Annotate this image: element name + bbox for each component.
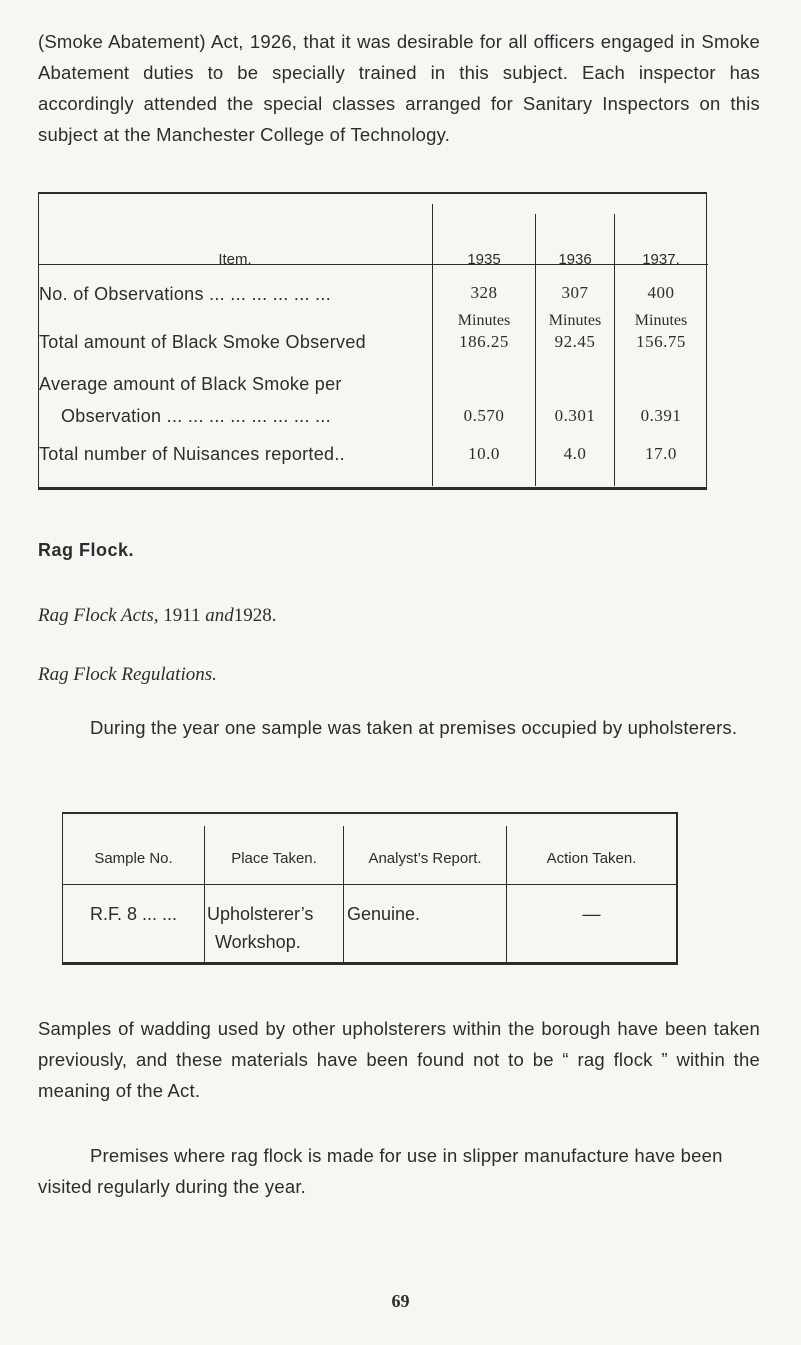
sample-table <box>62 812 678 965</box>
row-black-smoke-1937: 156.75 <box>636 332 686 351</box>
row-average-label-line1: Average amount of Black Smoke per <box>39 374 342 394</box>
row-nuisances-1937: 17.0 <box>645 444 677 463</box>
cell-place-line2: Workshop. <box>215 932 301 952</box>
header-item: Item. <box>218 251 252 268</box>
unit-minutes-1937: Minutes <box>634 312 688 329</box>
acts-and: and <box>205 605 234 626</box>
rag-flock-acts <box>38 605 277 627</box>
header-analyst-report: Analyst’s Report. <box>368 850 482 867</box>
sample-table-col-divider <box>343 826 344 962</box>
unit-minutes-1936: Minutes <box>548 312 602 329</box>
row-black-smoke-1935: 186.25 <box>459 332 509 351</box>
row-nuisances-1936: 4.0 <box>563 444 587 463</box>
smoke-table <box>38 192 707 490</box>
row-average-1936: 0.301 <box>554 406 596 425</box>
row-observations-label: No. of Observations ... ... ... ... ... ... <box>39 284 331 304</box>
row-black-smoke-1936: 92.45 <box>554 332 596 351</box>
row-nuisances-1935: 10.0 <box>468 444 500 463</box>
sample-table-header-rule <box>63 884 676 885</box>
sample-table-col-divider <box>506 826 507 962</box>
header-action-taken: Action Taken. <box>546 850 637 867</box>
cell-analyst-report: Genuine. <box>347 904 421 924</box>
rag-flock-paragraph: During the year one sample was taken at premises occupied by upholsterers. <box>90 717 738 738</box>
closing-paragraph-1: Samples of wadding used by other upholsterers within the borough have been taken previously, and these materials have been found not to be “ rag flock ” within the meaning of the Act. <box>38 1018 760 1101</box>
acts-title: Rag Flock Acts, <box>38 605 159 626</box>
acts-year-1911: 1911 <box>163 605 201 626</box>
acts-year-1928: 1928. <box>233 605 277 626</box>
cell-place-line1: Upholsterer’s <box>207 904 314 924</box>
row-nuisances-label: Total number of Nuisances reported.. <box>39 444 345 464</box>
cell-action-taken: — <box>582 904 601 924</box>
cell-place-taken <box>207 900 313 956</box>
row-average-1935: 0.570 <box>463 406 505 425</box>
row-observations-1937: 400 <box>647 283 675 302</box>
header-place-taken: Place Taken. <box>231 850 317 867</box>
cell-sample-no: R.F. 8 ... ... <box>89 904 178 924</box>
rag-flock-regulations: Rag Flock Regulations. <box>38 664 217 685</box>
row-average-1937: 0.391 <box>640 406 682 425</box>
row-average-label-line2: Observation ... ... ... ... ... ... ... ... <box>61 406 331 426</box>
page-number: 69 <box>391 1291 410 1311</box>
header-1937: 1937. <box>642 251 680 268</box>
unit-minutes-1935: Minutes <box>457 312 511 329</box>
row-observations-1936: 307 <box>561 283 589 302</box>
sample-table-col-divider <box>204 826 205 962</box>
header-1935: 1935 <box>467 251 501 268</box>
header-sample-no: Sample No. <box>94 850 173 867</box>
header-1936: 1936 <box>558 251 592 268</box>
closing-paragraph-2: Premises where rag flock is made for use in slipper manufacture have been visited regularly during the year. <box>38 1145 723 1197</box>
section-heading-rag-flock: Rag Flock. <box>38 540 135 560</box>
row-black-smoke-label: Total amount of Black Smoke Observed <box>39 332 366 352</box>
row-observations-1935: 328 <box>470 283 498 302</box>
intro-paragraph: (Smoke Abatement) Act, 1926, that it was desirable for all officers engaged in Smoke Abatement duties to be specially trained in this subject. Each inspector has accordingly attended the special classes arranged for Sanitary Inspectors on this subject at the Manchester College of Technology. <box>38 31 760 145</box>
